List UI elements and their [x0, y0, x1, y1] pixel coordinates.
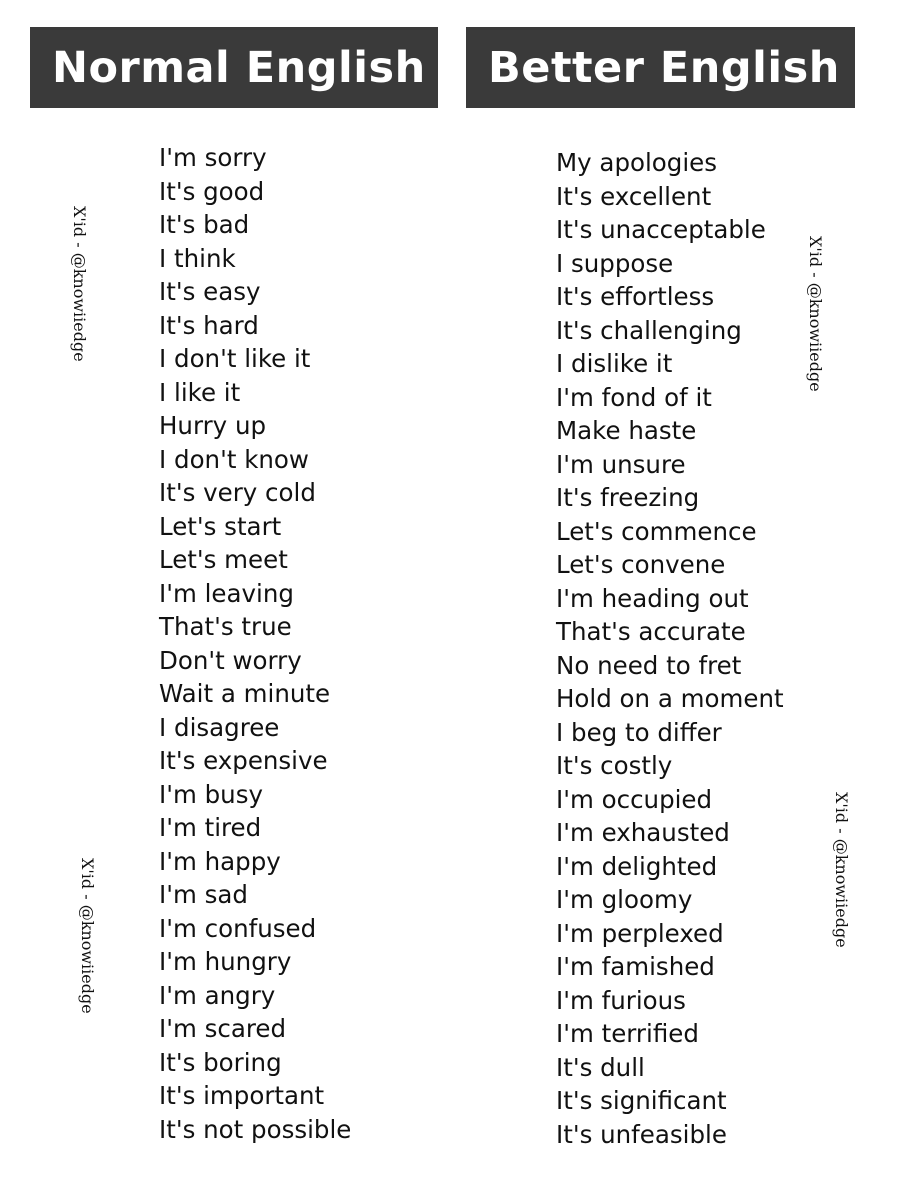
- better-phrase-item: I'm unsure: [556, 449, 686, 479]
- normal-phrase-item: I'm busy: [159, 779, 263, 809]
- normal-phrase-item: I don't know: [159, 444, 309, 474]
- normal-phrase-item: I'm scared: [159, 1014, 287, 1043]
- better-phrase-item: Make haste: [556, 416, 697, 445]
- better-phrase-item: It's unfeasible: [556, 1119, 727, 1149]
- normal-phrase-item: I'm sad: [159, 880, 248, 909]
- normal-phrase-item: I'm confused: [159, 913, 317, 943]
- better-phrase-item: I'm furious: [556, 985, 686, 1015]
- watermark-text: X'id - @knowiiedge: [806, 236, 825, 392]
- watermark-text: X'id - @knowiiedge: [832, 792, 851, 948]
- better-phrase-item: I'm exhausted: [556, 818, 730, 847]
- better-phrase-item: I suppose: [556, 248, 674, 278]
- better-phrase-item: It's costly: [556, 751, 673, 780]
- normal-phrase-item: I don't like it: [159, 344, 311, 373]
- normal-phrase-item: It's hard: [159, 310, 259, 340]
- normal-phrase-item: I'm happy: [159, 846, 281, 876]
- better-phrase-item: It's freezing: [556, 483, 700, 512]
- better-phrase-item: It's effortless: [556, 282, 715, 311]
- normal-english-header: Normal English: [30, 27, 438, 108]
- better-phrase-item: I'm fond of it: [556, 382, 712, 412]
- better-phrase-item: It's excellent: [556, 181, 712, 211]
- normal-phrase-item: Wait a minute: [159, 679, 331, 708]
- better-phrase-item: I'm perplexed: [556, 918, 724, 948]
- normal-phrase-item: I disagree: [159, 712, 280, 742]
- normal-phrase-item: I'm angry: [159, 980, 276, 1010]
- normal-phrase-item: I'm leaving: [159, 578, 294, 608]
- better-phrase-item: It's challenging: [556, 315, 742, 345]
- better-phrase-item: My apologies: [556, 148, 717, 177]
- normal-phrase-item: It's bad: [159, 210, 250, 239]
- better-phrase-item: No need to fret: [556, 650, 742, 680]
- better-phrase-item: I beg to differ: [556, 717, 722, 747]
- normal-phrase-item: It's boring: [159, 1047, 282, 1077]
- normal-phrase-item: It's important: [159, 1081, 325, 1110]
- normal-phrase-item: Hurry up: [159, 411, 267, 440]
- normal-phrase-item: It's good: [159, 176, 265, 206]
- normal-phrase-item: It's expensive: [159, 746, 328, 775]
- better-phrase-item: I'm terrified: [556, 1019, 699, 1048]
- better-phrase-item: I'm famished: [556, 952, 715, 981]
- watermark-text: X'id - @knowiiedge: [70, 206, 89, 362]
- better-phrase-item: It's significant: [556, 1086, 727, 1115]
- normal-phrase-item: It's easy: [159, 277, 261, 306]
- watermark-text: X'id - @knowiiedge: [78, 858, 97, 1014]
- normal-phrase-item: I'm tired: [159, 813, 262, 842]
- normal-phrase-item: That's true: [159, 612, 292, 641]
- normal-phrase-item: I'm sorry: [159, 143, 267, 172]
- better-phrase-item: I'm occupied: [556, 784, 713, 814]
- normal-phrase-item: I think: [159, 243, 236, 273]
- better-phrase-item: Let's commence: [556, 516, 757, 546]
- better-phrase-item: Hold on a moment: [556, 684, 784, 713]
- normal-phrase-item: I'm hungry: [159, 947, 292, 976]
- normal-phrase-item: Let's meet: [159, 545, 288, 574]
- normal-phrase-item: Let's start: [159, 511, 282, 541]
- better-english-list: [556, 146, 784, 1151]
- better-phrase-item: I'm gloomy: [556, 885, 693, 914]
- better-english-header: Better English: [466, 27, 855, 108]
- normal-english-list: [159, 141, 351, 1146]
- normal-phrase-item: It's not possible: [159, 1114, 352, 1144]
- better-phrase-item: Let's convene: [556, 550, 726, 579]
- normal-phrase-item: Don't worry: [159, 645, 302, 675]
- better-phrase-item: That's accurate: [556, 617, 746, 646]
- normal-phrase-item: I like it: [159, 377, 241, 407]
- better-phrase-item: I'm delighted: [556, 851, 718, 881]
- better-phrase-item: I dislike it: [556, 349, 673, 378]
- better-phrase-item: It's dull: [556, 1052, 645, 1082]
- better-phrase-item: I'm heading out: [556, 583, 749, 613]
- normal-phrase-item: It's very cold: [159, 478, 316, 507]
- better-phrase-item: It's unacceptable: [556, 215, 766, 244]
